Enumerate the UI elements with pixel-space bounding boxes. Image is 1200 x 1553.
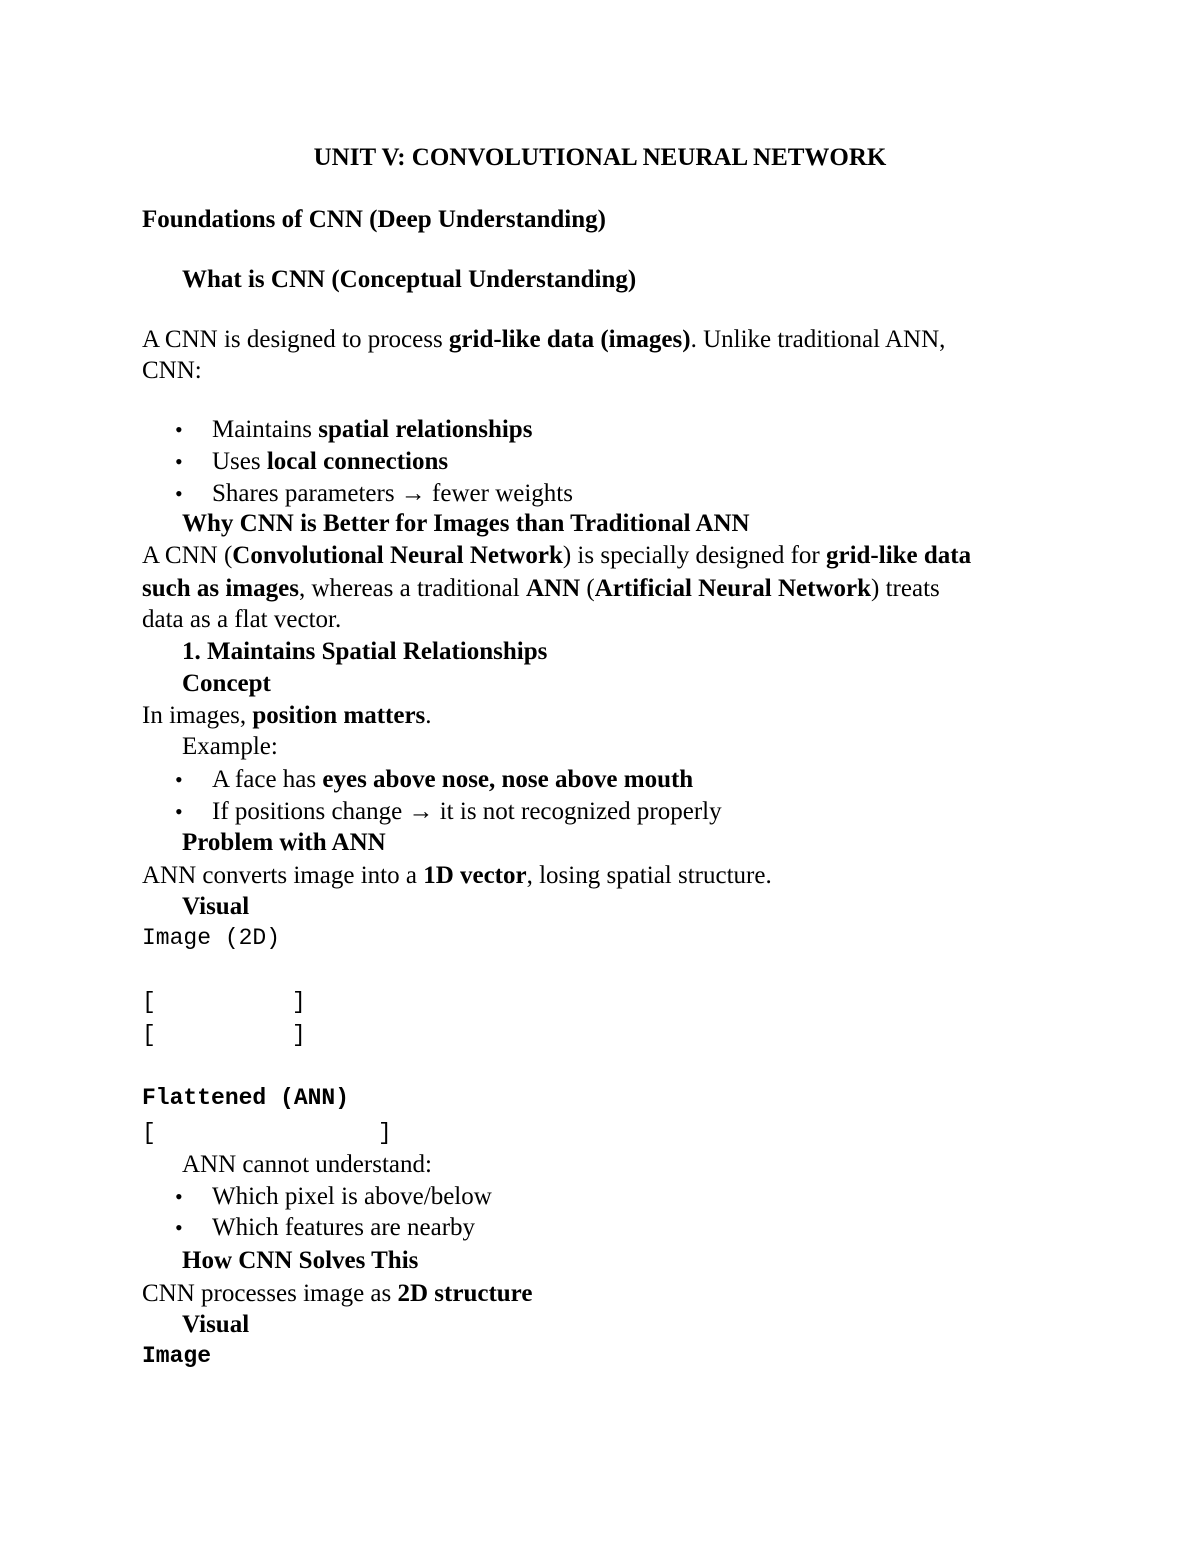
bracket-open: [ xyxy=(142,1022,156,1048)
flattened-label: Flattened (ANN) xyxy=(142,1085,350,1111)
bracket-open: [ xyxy=(142,1120,156,1146)
why-paragraph-line1: A CNN (Convolutional Neural Network) is specially designed for grid-like data xyxy=(142,542,972,569)
ann-cannot-label: ANN cannot understand: xyxy=(182,1151,432,1178)
bracket-close: ] xyxy=(292,1022,306,1048)
heading-visual: Visual xyxy=(182,893,250,920)
heading-problem-with-ann: Problem with ANN xyxy=(182,829,386,856)
concept-paragraph: In images, position matters. xyxy=(142,702,432,729)
list-item: Which features are nearby xyxy=(212,1214,476,1241)
section-heading: Foundations of CNN (Deep Understanding) xyxy=(142,206,606,233)
subheading-why-cnn: Why CNN is Better for Images than Traditional ANN xyxy=(182,510,750,537)
bracket-open: [ xyxy=(142,989,156,1015)
problem-paragraph: ANN converts image into a 1D vector, losing spatial structure. xyxy=(142,862,772,889)
list-item: Maintains spatial relationships xyxy=(212,416,533,443)
heading-how-cnn-solves: How CNN Solves This xyxy=(182,1247,419,1274)
subheading-what-is-cnn: What is CNN (Conceptual Understanding) xyxy=(182,266,637,293)
list-item: Shares parameters → fewer weights xyxy=(212,480,573,507)
bullet-icon: • xyxy=(175,1215,183,1240)
intro-paragraph-line2: CNN: xyxy=(142,357,202,384)
bullet-icon: • xyxy=(175,481,183,506)
image-label: Image xyxy=(142,1343,212,1369)
why-paragraph-line2: such as images, whereas a traditional ANN (Artificial Neural Network) treats xyxy=(142,575,940,602)
heading-maintains-spatial: 1. Maintains Spatial Relationships xyxy=(182,638,548,665)
bullet-icon: • xyxy=(175,799,183,824)
bullet-icon: • xyxy=(175,449,183,474)
solve-paragraph: CNN processes image as 2D structure xyxy=(142,1280,533,1307)
list-item: Uses local connections xyxy=(212,448,449,475)
list-item: Which pixel is above/below xyxy=(212,1183,492,1210)
page-title: UNIT V: CONVOLUTIONAL NEURAL NETWORK xyxy=(313,144,887,171)
list-item: A face has eyes above nose, nose above mouth xyxy=(212,766,694,793)
bullet-icon: • xyxy=(175,1184,183,1209)
heading-visual-2: Visual xyxy=(182,1311,250,1338)
intro-paragraph-line1: A CNN is designed to process grid-like data (images). Unlike traditional ANN, xyxy=(142,326,946,353)
example-label: Example: xyxy=(182,733,278,760)
image-2d-label: Image (2D) xyxy=(142,925,281,951)
bracket-close: ] xyxy=(292,989,306,1015)
list-item: If positions change → it is not recognized properly xyxy=(212,798,722,825)
why-paragraph-line3: data as a flat vector. xyxy=(142,606,342,633)
bracket-close: ] xyxy=(378,1120,392,1146)
bullet-icon: • xyxy=(175,767,183,792)
heading-concept: Concept xyxy=(182,670,271,697)
bullet-icon: • xyxy=(175,417,183,442)
